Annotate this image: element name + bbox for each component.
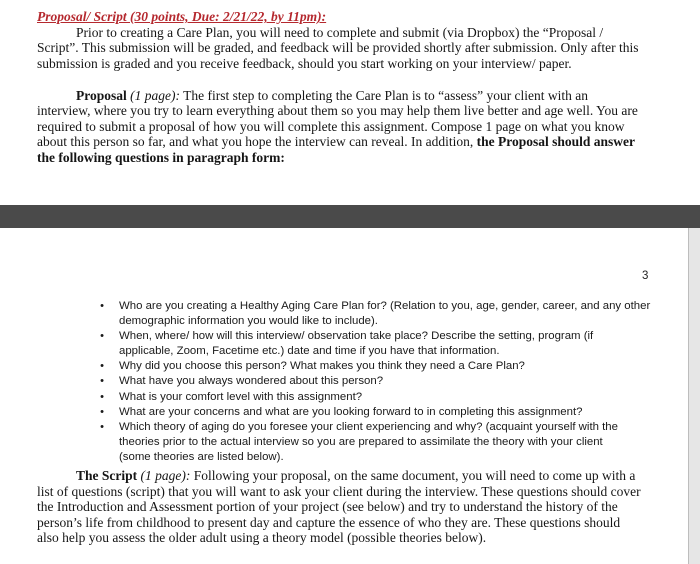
section-heading: Proposal/ Script (30 points, Due: 2/21/22, by 11pm): [37, 9, 327, 24]
list-item-line: applicable, Zoom, Facetime etc.) date and time if you have that information. [119, 345, 500, 358]
script-line-5: also help you assess the older adult using a theory model (possible theories below). [37, 530, 487, 545]
script-line-1 [76, 468, 635, 483]
bullet-icon: • [100, 330, 104, 343]
list-item-line: theories prior to the actual interview so you are prepared to assimilate the theory with your client [119, 435, 603, 448]
list-item [97, 359, 657, 374]
list-item-line: What are your concerns and what are you looking forward to in completing this assignment? [119, 405, 583, 418]
intro-line-2: Script”. This submission will be graded, and feedback will be provided shortly after submission. Only after this [37, 40, 639, 55]
proposal-line-4-bold: the Proposal should answer [476, 134, 635, 149]
script-line-2: list of questions (script) that you will want to ask your client during the interview. These questions should cover [37, 484, 641, 499]
intro-line-3: submission is graded and you receive feedback, should you start working on your interview/ paper. [37, 56, 572, 71]
list-item [97, 329, 657, 359]
script-line-4: person’s life from childhood to present day and capture the essence of who they are. These questions should [37, 515, 621, 530]
proposal-line-5-bold: the following questions in paragraph form: [37, 150, 285, 165]
proposal-line-3: required to submit a proposal of how you will complete this assignment. Compose 1 page on what you know [37, 119, 625, 134]
list-item-line: Which theory of aging do you foresee your client experiencing and why? (acquaint yourself with the [119, 420, 618, 433]
bullet-icon: • [100, 420, 104, 433]
proposal-pages: (1 page): [130, 88, 180, 103]
proposal-label: Proposal [76, 88, 127, 103]
proposal-line-2: interview, where you try to learn everything about them so you may help them live better and age well. You are [37, 103, 638, 118]
list-item [97, 374, 657, 389]
bullet-icon: • [100, 375, 104, 388]
list-item [97, 405, 657, 420]
scroll-edge [688, 228, 700, 564]
proposal-line-5 [37, 150, 285, 165]
page-separator [0, 205, 700, 228]
proposal-line-4 [37, 134, 635, 149]
intro-line-1: Prior to creating a Care Plan, you will need to complete and submit (via Dropbox) the “Proposal / [76, 25, 604, 40]
script-pages: (1 page): [140, 468, 191, 483]
list-item-line: demographic information you would like to include). [119, 315, 378, 328]
list-item-line: (some theories are listed below). [119, 450, 284, 463]
bullet-icon: • [100, 390, 104, 403]
list-item [97, 390, 657, 405]
bullet-icon: • [100, 300, 104, 312]
list-item-line: What have you always wondered about this person? [119, 375, 384, 388]
bullet-icon: • [100, 360, 104, 373]
script-line-1-text: Following your proposal, on the same document, you will need to come up with a [190, 468, 636, 483]
list-item-line: What is your comfort level with this assignment? [119, 390, 363, 403]
document-page-upper [0, 0, 700, 205]
list-item-line: Why did you choose this person? What makes you think they need a Care Plan? [119, 360, 525, 373]
proposal-line-4-text: about this person so far, and what you hope the interview can reveal. In addition, [37, 134, 477, 149]
list-item-line: Who are you creating a Healthy Aging Care Plan for? (Relation to you, age, gender, career, and any other [119, 300, 651, 312]
script-label: The Script [76, 468, 138, 483]
page-number: 3 [642, 270, 649, 282]
question-list [97, 299, 657, 465]
bullet-icon: • [100, 405, 104, 418]
script-line-3: the Introduction and Assessment portion of your project (see below) and try to understand the history of the [37, 499, 618, 514]
list-item [97, 420, 657, 465]
list-item-line: When, where/ how will this interview/ observation take place? Describe the setting, program (if [119, 330, 594, 343]
proposal-line-1-text: The first step to completing the Care Plan is to “assess” your client with an [180, 88, 589, 103]
proposal-line-1 [76, 88, 588, 103]
list-item [97, 299, 657, 329]
